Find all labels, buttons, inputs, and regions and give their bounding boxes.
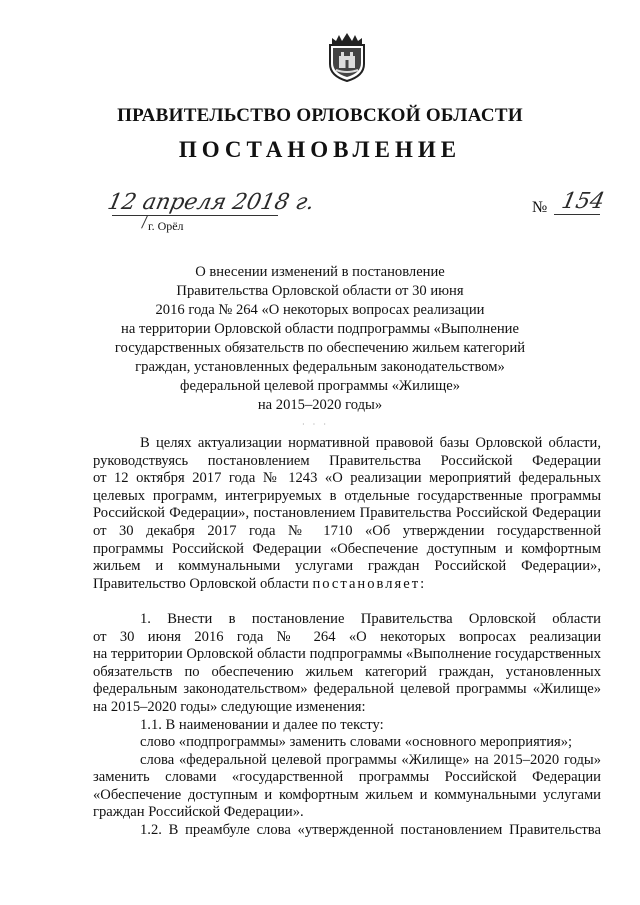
body-line: на территории Орловской области подпрограммы «Выполнение государственных	[93, 646, 601, 663]
body-line: Российской Федерации», постановлением Правительства Российской Федерации	[93, 505, 601, 522]
body-line: руководствуясь постановлением Правительства Российской Федерации	[93, 452, 601, 469]
body-line: «Обеспечение доступным и комфортным жильем и коммунальными услугами	[93, 786, 601, 803]
document-subject	[80, 263, 560, 415]
city-name: г. Орёл	[148, 219, 184, 233]
subject-line: на территории Орловской области подпрограммы «Выполнение	[121, 321, 519, 337]
body-line: целевых программ, интегрируемых в отдельные государственные программы	[93, 487, 601, 504]
subject-line: Правительства Орловской области от 30 июня	[176, 283, 464, 299]
body-line: федеральным законодательством» федеральной целевой программы «Жилище»	[93, 681, 601, 698]
body-line: граждан Российской Федерации».	[93, 804, 304, 821]
body-line: заменить словами «государственной программы Российской Федерации	[93, 769, 601, 786]
body-line: 1. Внести в постановление Правительства Орловской области	[140, 610, 601, 627]
body-line: от 30 июня 2016 года № 264 «О некоторых вопросах реализации	[93, 628, 601, 645]
body-line: слово «подпрограммы» заменить словами «основного мероприятия»;	[140, 734, 573, 751]
document-body	[93, 435, 601, 840]
number-label: №	[532, 199, 548, 216]
body-line: слова «федеральной целевой программы «Жилище» на 2015–2020 годы»	[140, 751, 601, 768]
subject-line: 2016 года № 264 «О некоторых вопросах реализации	[155, 302, 485, 318]
document-type-title: ПОСТАНОВЛЕНИЕ	[178, 137, 462, 162]
body-line	[93, 576, 601, 594]
subject-line: О внесении изменений в постановление	[195, 264, 445, 280]
separator-dots: · · ·	[302, 420, 329, 429]
subject-line: граждан, установленных федеральным законодательством»	[135, 359, 505, 375]
body-line: обязательств по обеспечению жильем категорий граждан, установленных	[93, 663, 601, 680]
body-line: программы Российской Федерации «Обеспечение доступным и комфортным	[93, 540, 601, 557]
handwritten-date: 12 апреля 2018 г.	[105, 190, 317, 215]
subject-line: государственных обязательств по обеспечению жильем категорий	[114, 340, 526, 356]
preamble-closing: Правительство Орловской области	[93, 575, 309, 592]
coat-of-arms-emblem	[324, 30, 370, 82]
government-title: ПРАВИТЕЛЬСТВО ОРЛОВСКОЙ ОБЛАСТИ	[117, 105, 523, 126]
body-line: на 2015–2020 годы» следующие изменения:	[93, 698, 366, 715]
subject-line: федеральной целевой программы «Жилище»	[179, 378, 461, 394]
handwritten-number: 154	[559, 189, 607, 214]
body-line: 1.1. В наименовании и далее по тексту:	[140, 716, 384, 733]
body-line: 1.2. В преамбуле слова «утвержденной постановлением Правительства	[140, 822, 601, 839]
body-line: от 30 декабря 2017 года № 1710 «Об утверждении государственной	[93, 522, 601, 539]
subject-line: на 2015–2020 годы»	[257, 397, 383, 413]
resolves-keyword: постановляет:	[312, 575, 427, 592]
body-line: от 12 октября 2017 года № 1243 «О реализации мероприятий федеральных	[93, 470, 601, 487]
body-line: жильем и коммунальными услугами граждан Российской Федерации»,	[93, 558, 601, 575]
body-line: В целях актуализации нормативной правовой базы Орловской области,	[140, 435, 601, 451]
